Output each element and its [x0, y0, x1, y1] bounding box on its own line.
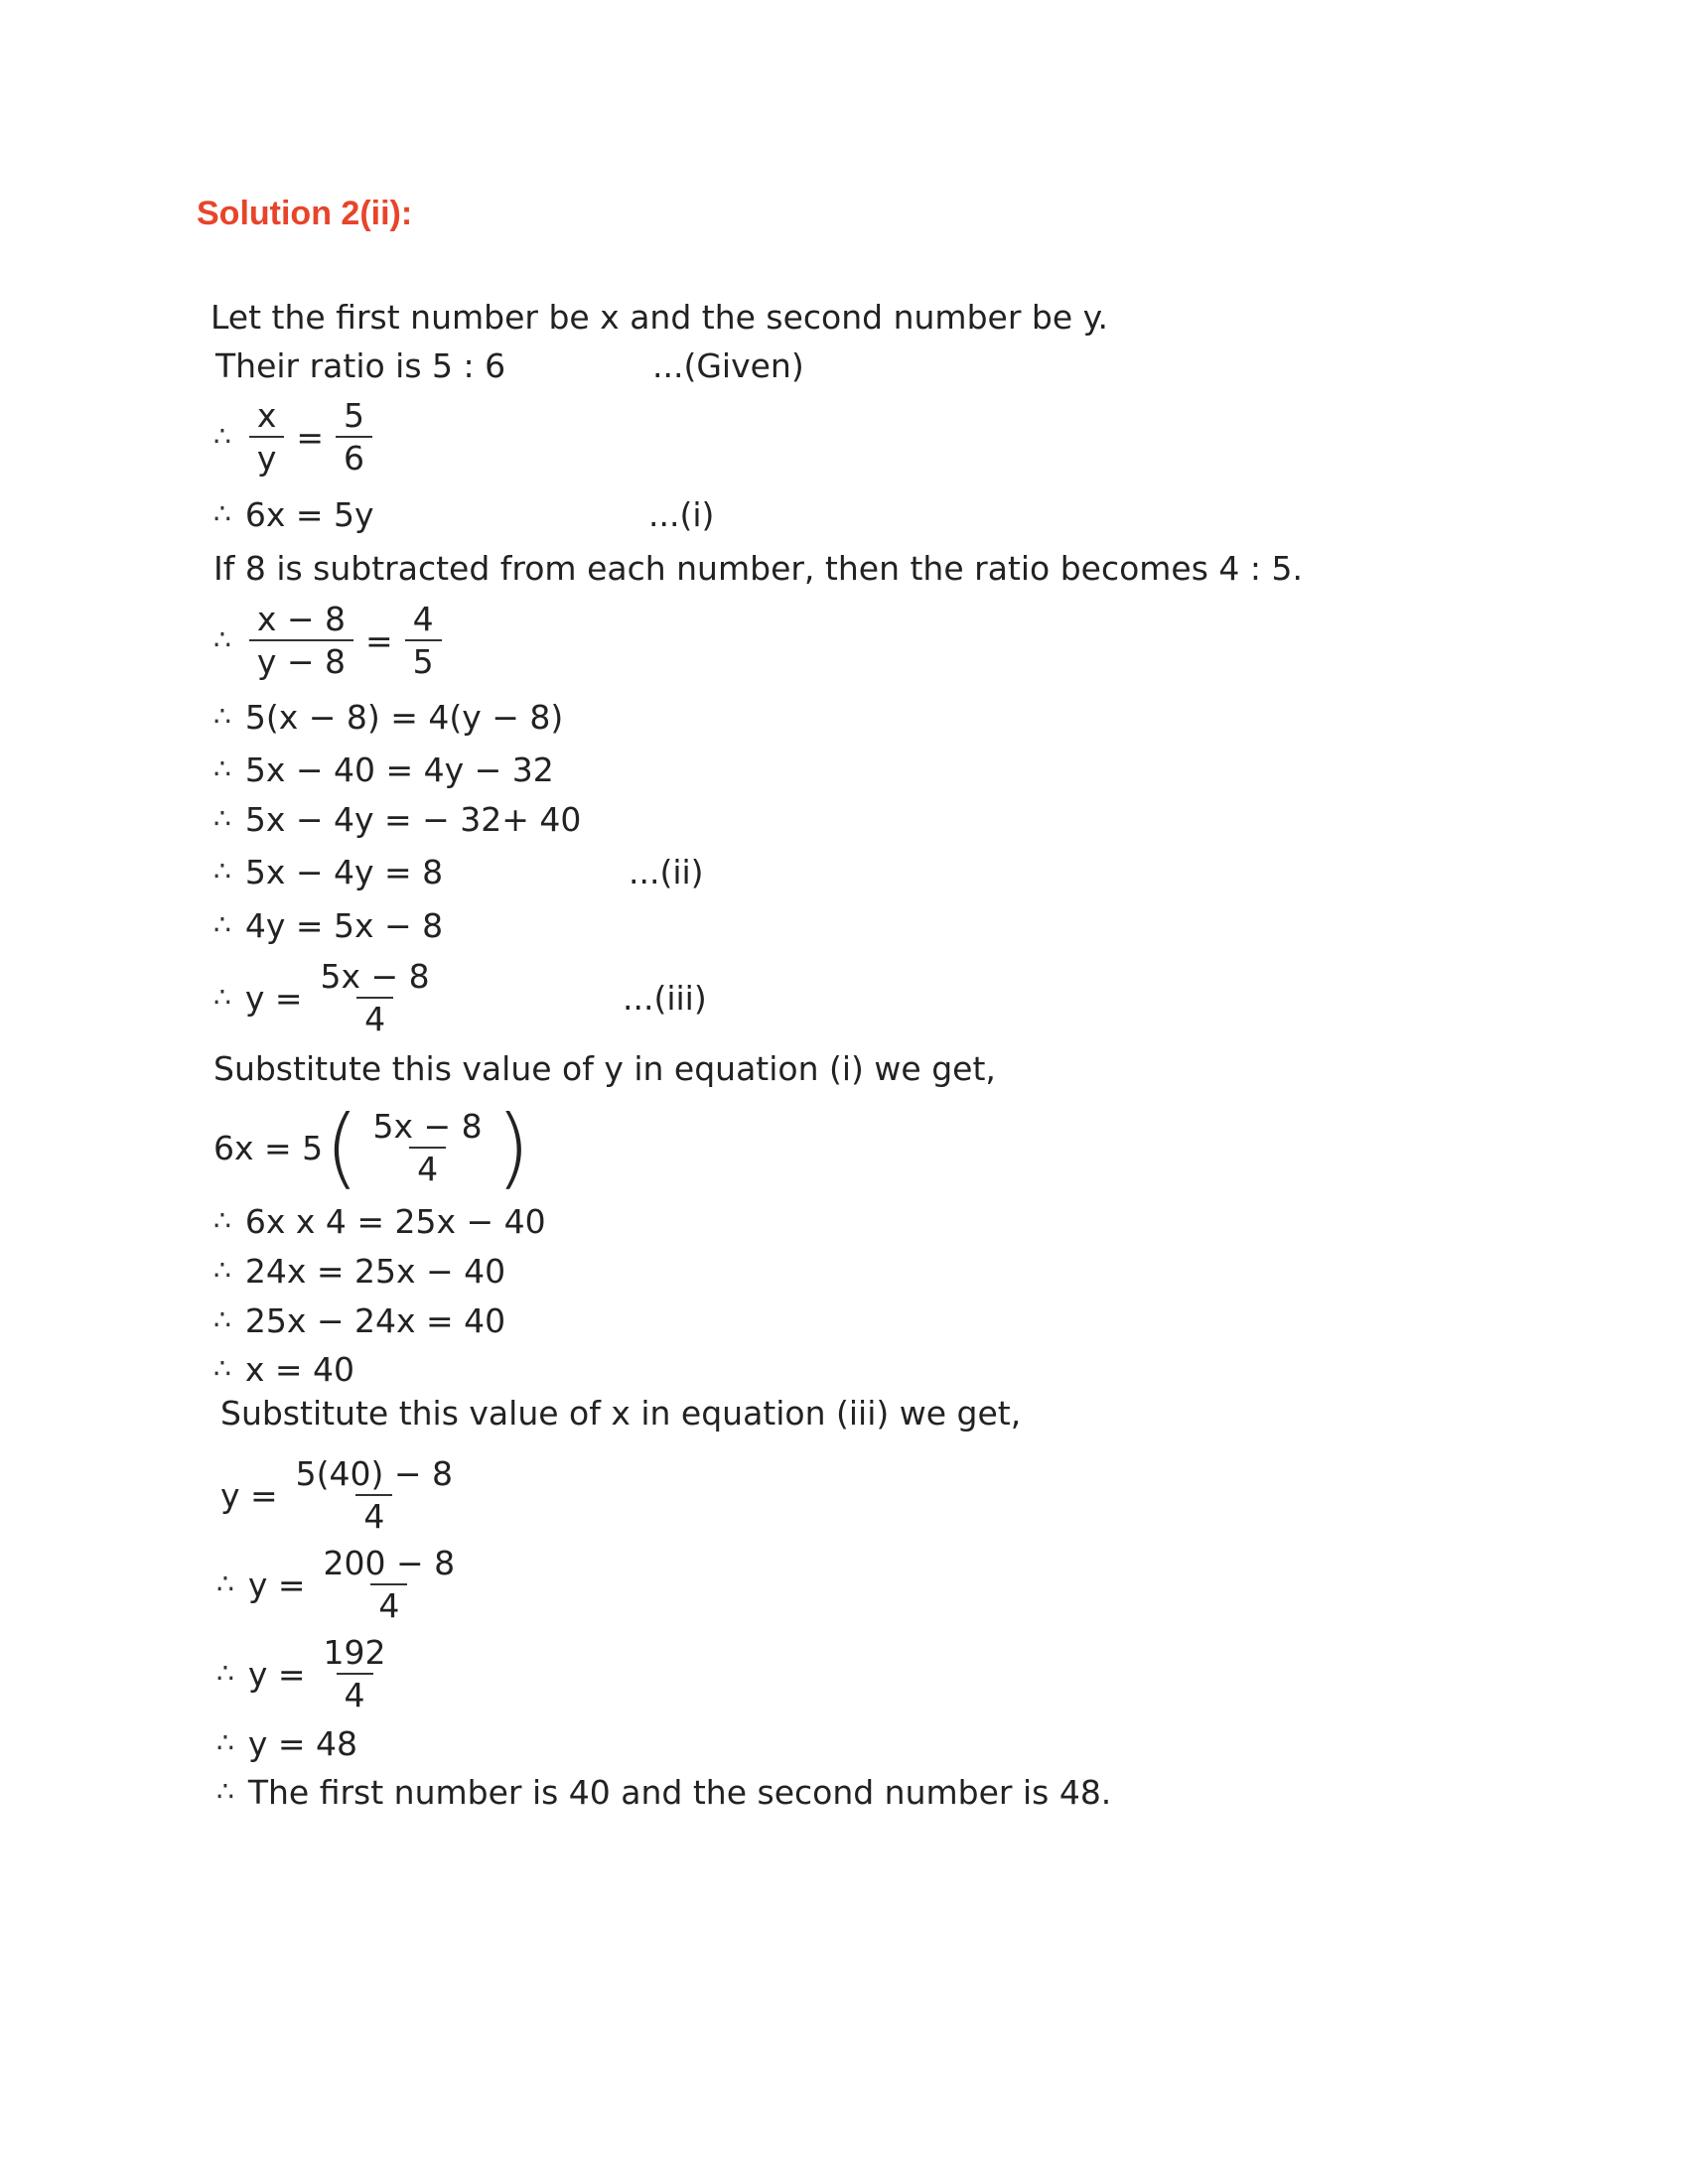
fraction	[288, 1454, 461, 1536]
therefore-symbol: ∴	[216, 1726, 234, 1759]
fraction-equation	[213, 396, 376, 478]
numerator: x − 8	[256, 600, 346, 638]
line-text: Substitute this value of y in equation (i) we get,	[213, 1048, 996, 1088]
equals-sign: =	[296, 417, 325, 457]
fraction-equation	[216, 1544, 467, 1625]
fraction	[249, 600, 353, 681]
line-text: Their ratio is 5 : 6	[215, 345, 506, 385]
line-text: Substitute this value of x in equation (iii) we get,	[220, 1393, 1022, 1433]
line-text: 5x − 4y = 8	[244, 852, 444, 891]
solution-line	[213, 689, 563, 745]
solution-line	[211, 289, 1108, 344]
solution-line	[213, 1243, 505, 1298]
denominator: 5	[405, 639, 442, 678]
line-text: 6x x 4 = 25x − 40	[244, 1201, 546, 1241]
solution-line	[213, 742, 554, 797]
fraction-equation	[213, 600, 446, 681]
line-text: 5x − 40 = 4y − 32	[244, 750, 554, 789]
denominator: y − 8	[249, 639, 353, 678]
line-text: 4y = 5x − 8	[244, 905, 444, 945]
denominator: 4	[337, 1673, 373, 1711]
line-text: y =	[244, 978, 303, 1018]
fraction	[249, 396, 285, 478]
line-text: 25x − 24x = 40	[244, 1300, 506, 1340]
solution-line	[215, 338, 911, 393]
left-paren: (	[325, 1096, 359, 1198]
solution-line	[213, 540, 1303, 596]
therefore-symbol: ∴	[213, 497, 231, 530]
fraction-equation	[220, 1454, 465, 1536]
solution-line	[213, 1040, 996, 1096]
line-text: 5x − 4y = − 32+ 40	[244, 799, 582, 839]
therefore-symbol: ∴	[213, 1254, 231, 1287]
fraction	[316, 1633, 394, 1714]
equation-tag: ...(Given)	[652, 345, 804, 385]
numerator: x	[256, 396, 277, 435]
therefore-symbol: ∴	[213, 981, 231, 1014]
solution-line	[213, 1193, 546, 1249]
denominator: 4	[370, 1583, 407, 1622]
line-text: 6x = 5	[213, 1128, 324, 1167]
line-text: 24x = 25x − 40	[244, 1251, 506, 1291]
therefore-symbol: ∴	[213, 752, 231, 785]
numerator: 5x − 8	[320, 957, 430, 996]
solution-line	[213, 897, 443, 953]
fraction	[313, 957, 438, 1038]
solution-line	[216, 1715, 357, 1771]
numerator: 5	[344, 396, 365, 435]
fraction	[405, 600, 442, 681]
denominator: y	[249, 436, 285, 475]
denominator: 4	[356, 997, 393, 1035]
numerator: 200 − 8	[323, 1544, 456, 1582]
line-text: If 8 is subtracted from each number, then the ratio becomes 4 : 5.	[213, 548, 1303, 588]
denominator: 4	[409, 1147, 446, 1185]
therefore-symbol: ∴	[213, 623, 231, 656]
numerator: 192	[323, 1633, 386, 1672]
fraction	[336, 396, 372, 478]
line-text: The first number is 40 and the second number is 48.	[247, 1772, 1112, 1812]
numerator: 4	[412, 600, 434, 638]
equation-tag: ...(ii)	[629, 852, 704, 891]
therefore-symbol: ∴	[213, 855, 231, 887]
denominator: 6	[336, 436, 372, 475]
fraction	[365, 1107, 491, 1188]
solution-heading: Solution 2(ii):	[197, 195, 413, 232]
solution-line	[213, 1293, 505, 1348]
solution-line	[220, 1385, 1021, 1440]
line-text: Let the first number be x and the second number be y.	[211, 297, 1108, 337]
therefore-symbol: ∴	[213, 802, 231, 835]
therefore-symbol: ∴	[213, 1352, 231, 1385]
fraction-equation	[213, 957, 909, 1038]
solution-line	[213, 791, 581, 847]
line-text: 5(x − 8) = 4(y − 8)	[244, 697, 564, 737]
equals-sign: =	[364, 620, 393, 660]
fraction-equation	[213, 1096, 532, 1198]
right-paren: )	[495, 1096, 530, 1198]
therefore-symbol: ∴	[213, 908, 231, 941]
therefore-symbol: ∴	[213, 700, 231, 733]
line-text: 6x = 5y	[244, 494, 374, 534]
numerator: 5(40) − 8	[295, 1454, 454, 1493]
line-text: y =	[220, 1475, 278, 1515]
solution-line	[213, 486, 909, 542]
numerator: 5x − 8	[372, 1107, 483, 1146]
line-text: x = 40	[244, 1349, 354, 1389]
therefore-symbol: ∴	[213, 1204, 231, 1237]
solution-line	[213, 844, 909, 899]
therefore-symbol: ∴	[216, 1568, 234, 1600]
fraction-equation	[216, 1633, 398, 1714]
equation-tag: ...(i)	[648, 494, 715, 534]
equation-tag: ...(iii)	[623, 978, 707, 1018]
therefore-symbol: ∴	[213, 1303, 231, 1336]
therefore-symbol: ∴	[216, 1657, 234, 1690]
line-text: y =	[247, 1565, 306, 1604]
solution-line	[216, 1764, 1111, 1820]
therefore-symbol: ∴	[213, 420, 231, 453]
therefore-symbol: ∴	[216, 1775, 234, 1808]
fraction	[316, 1544, 464, 1625]
line-text: y = 48	[247, 1723, 357, 1763]
line-text: y =	[247, 1654, 306, 1694]
denominator: 4	[355, 1494, 392, 1533]
